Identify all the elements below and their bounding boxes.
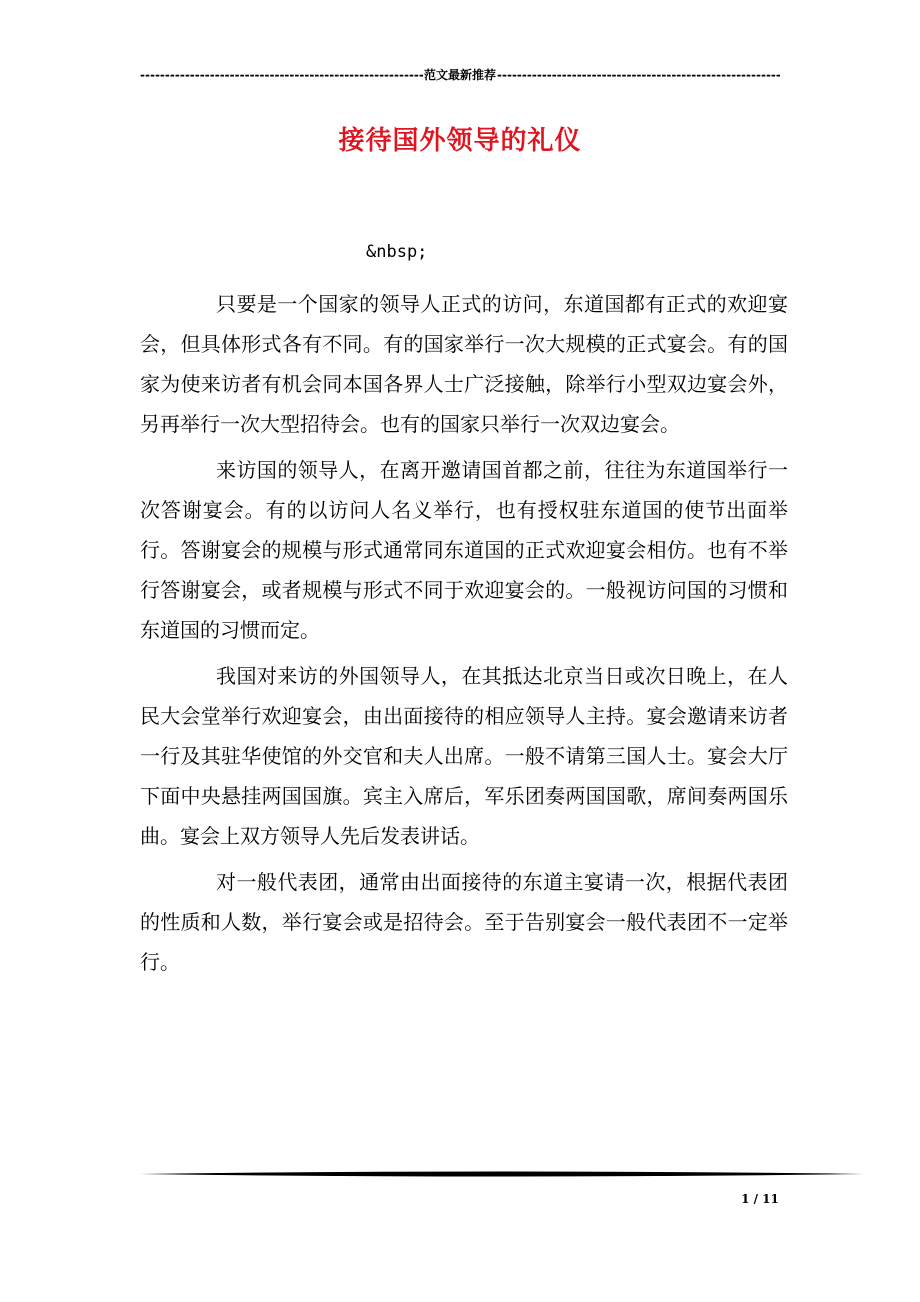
paragraph: 只要是一个国家的领导人正式的访问，东道国都有正式的欢迎宴会，但具体形式各有不同。有的国家举行一次大规模的正式宴会。有的国家为使来访者有机会同本国各界人士广泛接触，除举行小型双边宴会外，另再举行一次大型招待会。也有的国家只举行一次双边宴会。	[140, 292, 788, 436]
paragraph: 来访国的领导人，在离开邀请国首都之前，往往为东道国举行一次答谢宴会。有的以访问人名义举行，也有授权驻东道国的使节出面举行。答谢宴会的规模与形式通常同东道国的正式欢迎宴会相仿。也有不举行答谢宴会，或者规模与形式不同于欢迎宴会的。一般视访问国的习惯和东道国的习惯而定。	[140, 458, 788, 642]
paragraph: 我国对来访的外国领导人，在其抵达北京当日或次日晚上，在人民大会堂举行欢迎宴会，由出面接待的相应领导人主持。宴会邀请来访者一行及其驻华使馆的外交官和夫人出席。一般不请第三国人士。宴会大厅下面中央悬挂两国国旗。宾主入席后，军乐团奏两国国歌，席间奏两国乐曲。宴会上双方领导人先后发表讲话。	[140, 664, 788, 848]
document-title: 接待国外领导的礼仪	[338, 126, 582, 156]
page-number: 1 / 11	[741, 1192, 779, 1206]
nbsp-text: &nbsp;	[366, 242, 428, 262]
header-dash-right	[497, 68, 780, 82]
footer-divider	[140, 1170, 864, 1178]
header-dash-left	[140, 68, 423, 82]
document-body	[140, 284, 788, 988]
page-header	[140, 66, 780, 83]
header-label: 范文最新推荐	[423, 68, 496, 82]
paragraph: 对一般代表团，通常由出面接待的东道主宴请一次，根据代表团的性质和人数，举行宴会或是招待会。至于告别宴会一般代表团不一定举行。	[140, 870, 788, 974]
